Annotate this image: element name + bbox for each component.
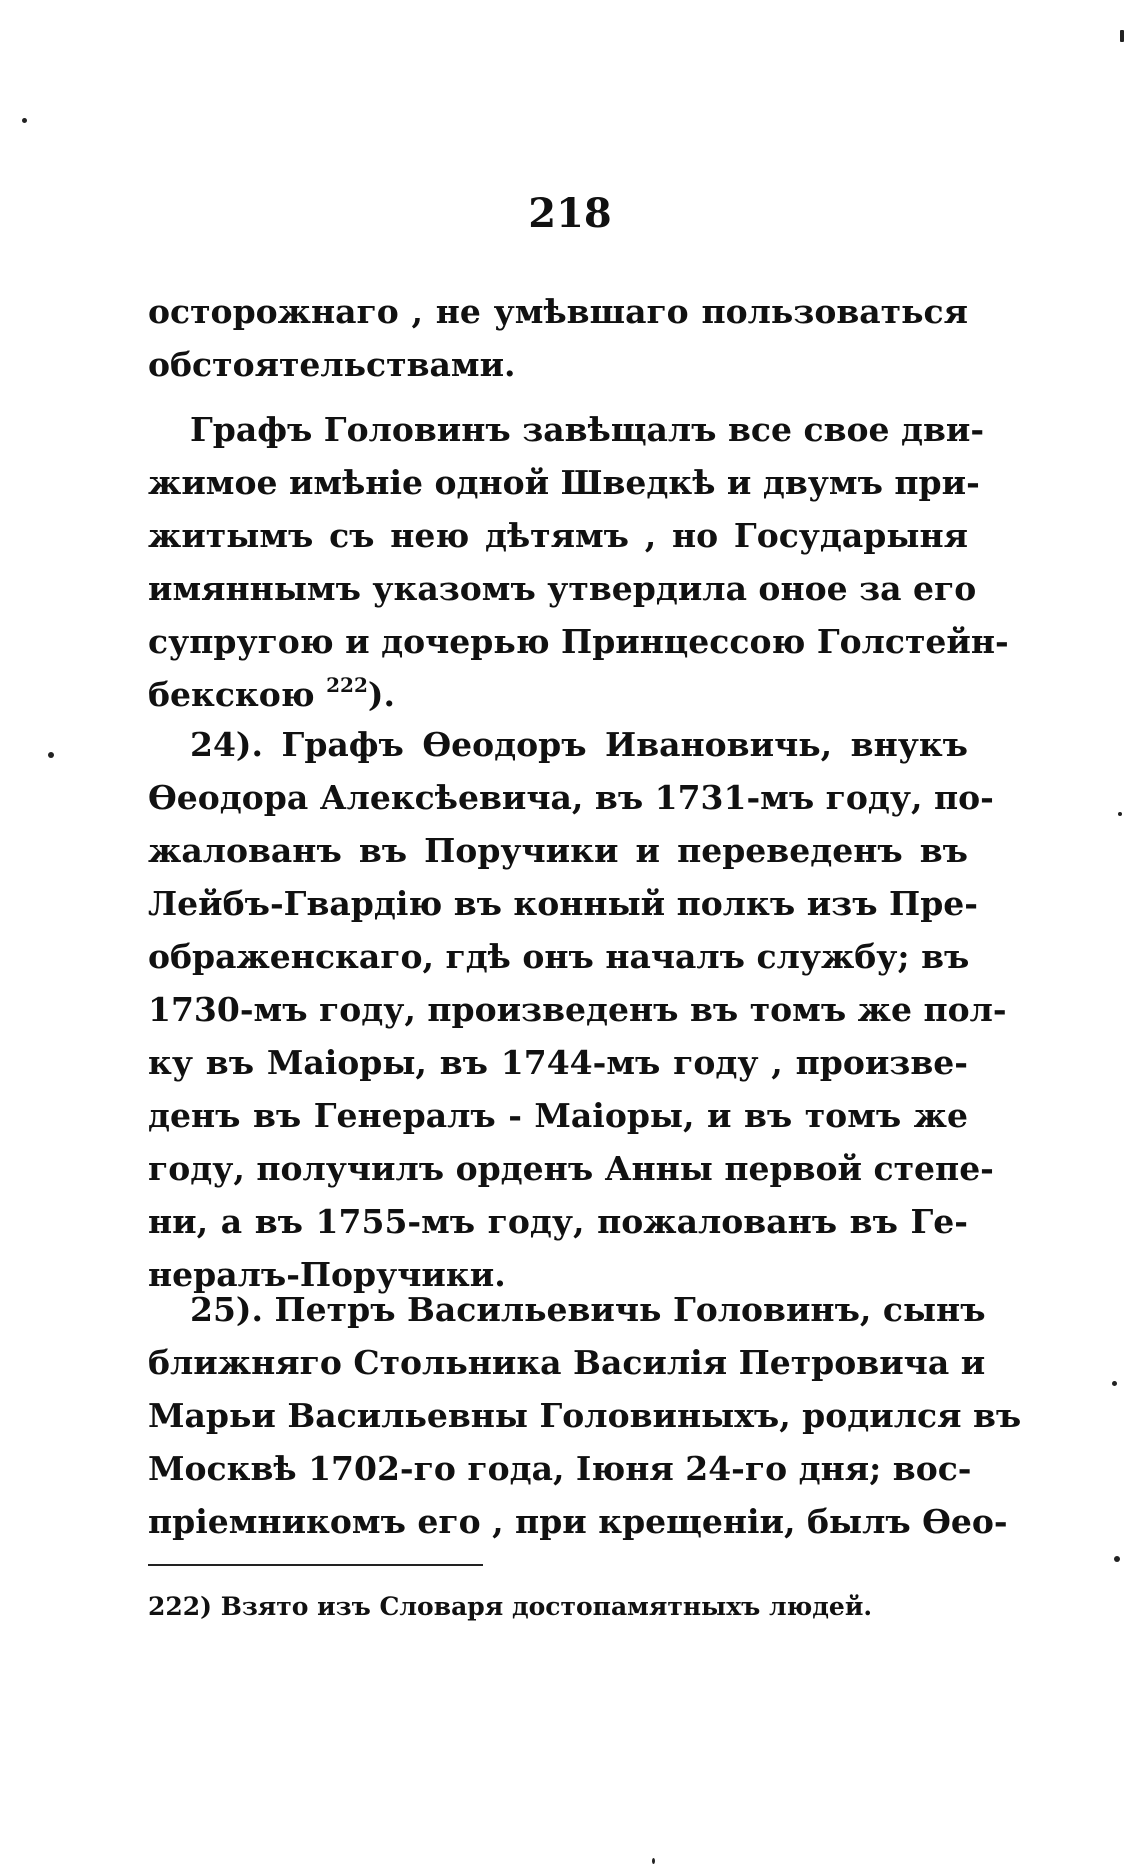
text-line: Графъ Головинъ завѣщалъ все свое дви- — [190, 410, 985, 449]
text-line: денъ въ Генералъ - Маіоры, и въ томъ же — [148, 1096, 968, 1135]
scan-speck — [1114, 1556, 1120, 1562]
paragraph-1 — [148, 285, 968, 391]
text-fragment: ). — [367, 675, 395, 714]
text-line: пріемникомъ его , при крещеніи, былъ Ѳео- — [148, 1502, 1008, 1541]
text-line: году, получилъ орденъ Анны первой степе- — [148, 1149, 994, 1188]
text-line: имяннымъ указомъ утвердила оное за его — [148, 569, 977, 608]
text-line: осторожнаго , не умѣвшаго пользоваться — [148, 292, 968, 331]
scan-speck — [652, 1858, 655, 1864]
footnote-reference: 222 — [326, 673, 368, 697]
text-line: нералъ-Поручики. — [148, 1255, 506, 1294]
footnote: 222) Взято изъ Словаря достопамятныхъ людей. — [148, 1592, 873, 1621]
text-line: ку въ Маіоры, въ 1744-мъ году , произве- — [148, 1043, 968, 1082]
scan-speck — [48, 752, 54, 758]
text-line: ображенскаго, гдѣ онъ началъ службу; въ — [148, 937, 970, 976]
paragraph-3 — [148, 718, 1007, 1301]
text-line: супругою и дочерью Принцессою Голстейн- — [148, 622, 1009, 661]
text-line: 24). Графъ Ѳеодоръ Ивановичь, внукъ — [190, 725, 968, 764]
text-line: жалованъ въ Поручики и переведенъ въ — [148, 831, 968, 870]
scan-speck — [22, 118, 27, 123]
text-line: Лейбъ-Гвардію въ конный полкъ изъ Пре- — [148, 884, 978, 923]
text-line: обстоятельствами. — [148, 345, 516, 384]
text-line: Москвѣ 1702-го года, Іюня 24-го дня; вос- — [148, 1449, 972, 1488]
text-line-with-footnote-ref — [148, 668, 968, 721]
text-line: ближняго Стольника Василія Петровича и — [148, 1343, 986, 1382]
page-number: 218 — [528, 190, 612, 237]
text-line: 25). Петръ Васильевичь Головинъ, сынъ — [190, 1290, 986, 1329]
text-line: Марьи Васильевны Головиныхъ, родился въ — [148, 1396, 1022, 1435]
paragraph-2 — [148, 403, 1009, 721]
text-line: житымъ съ нею дѣтямъ , но Государыня — [148, 516, 968, 555]
scan-speck — [1112, 1381, 1117, 1386]
text-line: ни, а въ 1755-мъ году, пожалованъ въ Ге- — [148, 1202, 968, 1241]
text-fragment: бекскою — [148, 675, 315, 714]
scan-speck — [1120, 30, 1124, 42]
text-line: 1730-мъ году, произведенъ въ томъ же пол- — [148, 990, 1007, 1029]
footnote-divider — [148, 1564, 483, 1566]
scan-speck — [1118, 812, 1122, 816]
text-line: Ѳеодора Алексѣевича, въ 1731-мъ году, по- — [148, 778, 994, 817]
text-line: жимое имѣніе одной Шведкѣ и двумъ при- — [148, 463, 980, 502]
paragraph-4 — [148, 1283, 1022, 1548]
